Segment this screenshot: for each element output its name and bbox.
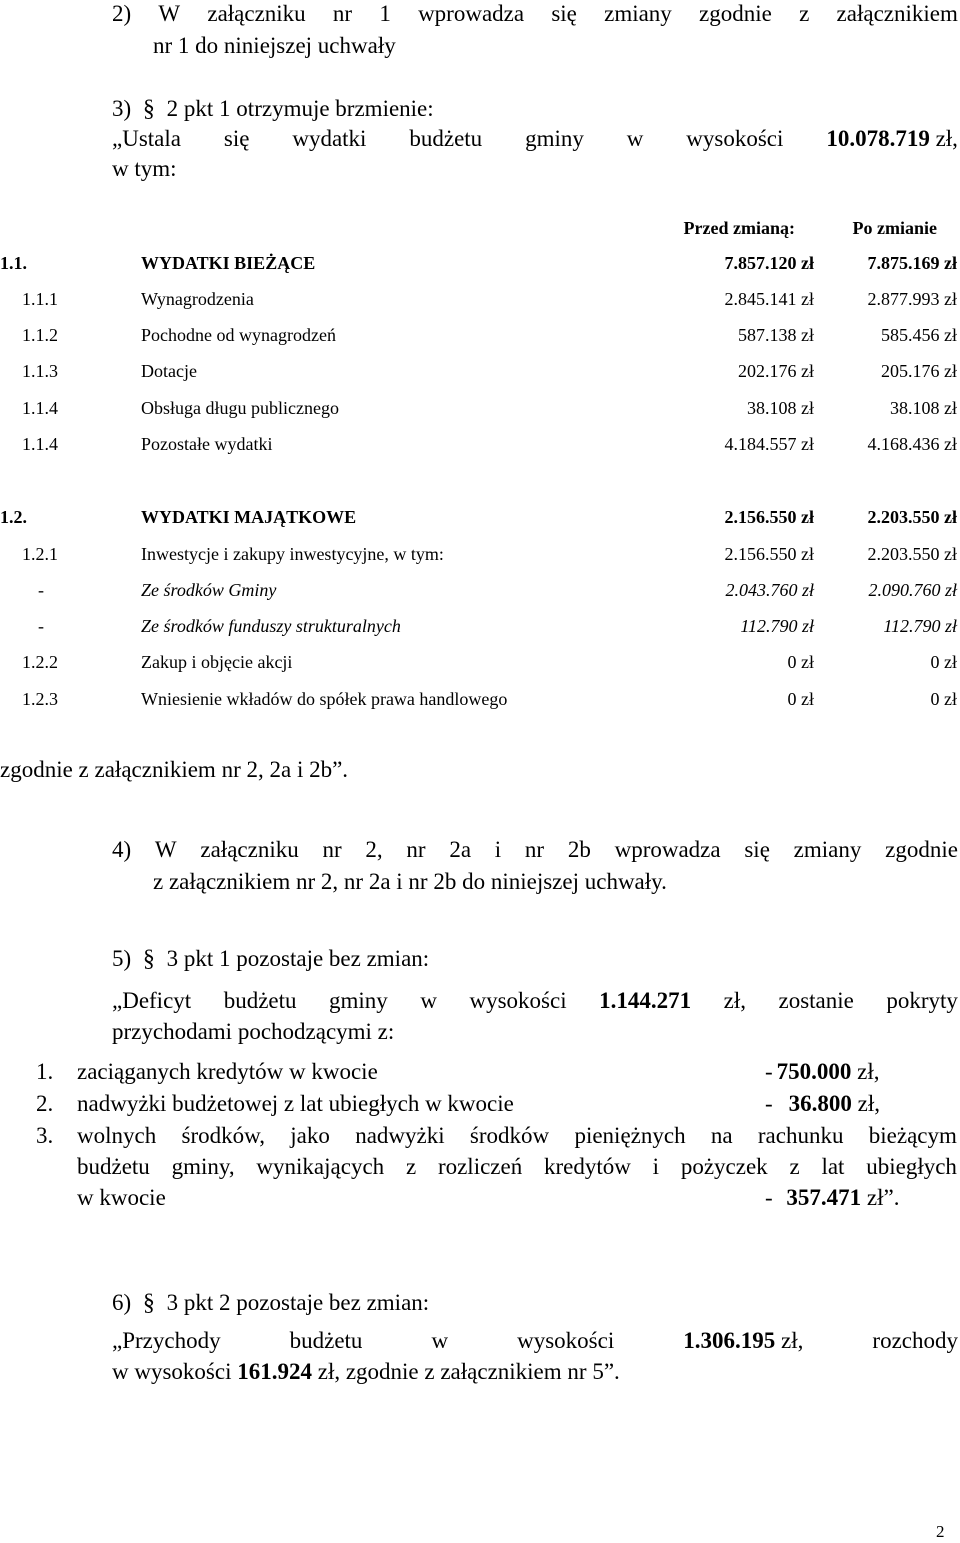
p5-item3-word: środków,: [181, 1123, 265, 1148]
p2-word: W: [158, 1, 181, 26]
table-row-label: Zakup i objęcie akcji: [141, 652, 293, 672]
table-row-after: 205.176 zł: [881, 361, 957, 381]
p2-word: zmiany: [604, 1, 672, 26]
table-row-after: 2.877.993 zł: [867, 289, 957, 309]
p5-item3-amount: 357.471: [786, 1185, 862, 1210]
p6-line2-post: zł, zgodnie z załącznikiem nr 5”.: [317, 1359, 620, 1384]
p4-word: się: [744, 837, 770, 862]
p2-word: z: [799, 1, 810, 26]
table-row-before: 2.845.141 zł: [724, 289, 814, 309]
table-row-after: 585.456 zł: [881, 325, 957, 345]
p4-word: nr: [406, 837, 426, 862]
section-sign-icon: §: [142, 96, 155, 122]
p5-item3-amount-line: [765, 1184, 899, 1212]
p5-tail-word: pokryty: [886, 988, 958, 1013]
table-row-before: 2.156.550 zł: [724, 507, 814, 527]
table-row-label: Ze środków Gminy: [141, 580, 277, 600]
p2-word: się: [551, 1, 577, 26]
p5-item3-word: jako: [290, 1123, 330, 1148]
p5-item-dash: -: [765, 1059, 773, 1084]
col-header-before: Przed zmianą:: [683, 218, 795, 238]
p3-amount: 10.078.719: [826, 126, 930, 151]
table-row-label: Wynagrodzenia: [141, 289, 254, 309]
p2-word: nr: [332, 1, 353, 26]
p4-word: 2a: [449, 837, 472, 862]
p5-item3-line1: [77, 1122, 957, 1150]
p5-item3-word: pieniężnych: [574, 1123, 686, 1148]
col-header-after: Po zmianie: [852, 218, 937, 238]
p6-amount: 1.306.195: [683, 1328, 776, 1353]
table-row-after: 7.875.169 zł: [867, 253, 957, 273]
table-row-number: -: [38, 580, 44, 600]
p5-tail-word: zostanie: [778, 988, 854, 1013]
p3-word: wysokości: [686, 126, 784, 151]
p5-item-text: zaciąganych kredytów w kwocie: [77, 1059, 378, 1084]
p5-item3-line3: w kwocie: [77, 1185, 166, 1210]
table-row-label: Wniesienie wkładów do spółek prawa handlowego: [141, 689, 508, 709]
p5-item-amount-line: [765, 1090, 880, 1118]
table-row-before: 202.176 zł: [738, 361, 814, 381]
table-row-number: 1.2.2: [22, 652, 58, 672]
p4-word: nr: [524, 837, 545, 862]
p3-line-end: w tym:: [112, 156, 177, 181]
p5-item3-line1-justified: [77, 1122, 957, 1150]
p3-heading-text: 2 pkt 1 otrzymuje brzmienie:: [166, 96, 434, 121]
p4-line2: z załącznikiem nr 2, nr 2a i nr 2b do niniejszej uchwały.: [153, 869, 667, 894]
table-row-label: Inwestycje i zakupy inwestycyjne, w tym:: [141, 544, 444, 564]
p2-line2: nr 1 do niniejszej uchwały: [153, 33, 396, 58]
table-row-after: 2.203.550 zł: [867, 544, 957, 564]
p2-word: 1: [379, 1, 391, 26]
p5-heading: [112, 945, 429, 973]
p5-line2: przychodami pochodzącymi z:: [112, 1019, 395, 1044]
p5-item-amount: 36.800: [788, 1091, 852, 1116]
p4-line1-justified: [112, 836, 958, 864]
p4-word: 2b: [567, 837, 591, 862]
table-row-label: Ze środków funduszy strukturalnych: [141, 616, 401, 636]
p5-amount: 1.144.271: [599, 988, 692, 1013]
table-row-before: 2.043.760 zł: [725, 580, 814, 600]
p6-heading-text: 3 pkt 2 pozostaje bez zmian:: [166, 1290, 430, 1315]
p4-line1: [112, 836, 958, 864]
p3-amount-group: [826, 125, 958, 153]
table-row-label: Obsługa długu publicznego: [141, 398, 339, 418]
table-row-before: 4.184.557 zł: [724, 434, 814, 454]
table-row-number: 1.1.2: [22, 325, 58, 345]
p3-word: gminy: [525, 126, 584, 151]
p4-word: zgodnie: [885, 837, 958, 862]
p5-quote-line: [112, 987, 958, 1015]
p6-amount-group: [683, 1327, 803, 1355]
p6-prefix: 6): [112, 1290, 132, 1315]
p4-word: W: [154, 837, 177, 862]
p2-word: 2): [112, 1, 132, 26]
p3-word: wydatki: [292, 126, 367, 151]
p4-word: 2,: [365, 837, 383, 862]
table-row-label: WYDATKI MAJĄTKOWE: [141, 507, 357, 527]
p5-item3-num: 3.: [36, 1123, 54, 1148]
p4-word: zmiany: [793, 837, 862, 862]
p5-word: budżetu: [223, 988, 297, 1013]
p5-item3-word: gminy,: [171, 1154, 235, 1179]
p5-item3-word: wolnych: [77, 1123, 157, 1148]
table-row-number: 1.2.: [0, 507, 27, 527]
p5-item-dash: -: [765, 1091, 773, 1116]
p5-item-num: 2.: [36, 1091, 54, 1116]
p5-item3-word: pożyczek: [680, 1154, 768, 1179]
table-row-number: 1.1.3: [22, 361, 58, 381]
p5-item-text: nadwyżki budżetowej z lat ubiegłych w kwocie: [77, 1091, 514, 1116]
p3-word: w: [626, 126, 644, 151]
p4-word: załączniku: [200, 837, 299, 862]
table-row-label: Pozostałe wydatki: [141, 434, 273, 454]
p6-line2: [112, 1358, 620, 1386]
p4-word: wprowadza: [614, 837, 721, 862]
p5-item3-word: nadwyżki: [355, 1123, 445, 1148]
p3-word: budżetu: [409, 126, 483, 151]
p6-line2-pre: w wysokości: [112, 1359, 232, 1384]
table-row-number: 1.2.3: [22, 689, 58, 709]
p3-word: „Ustala: [112, 126, 181, 151]
table-row-label: WYDATKI BIEŻĄCE: [141, 253, 316, 273]
p5-item-tail: zł,: [857, 1059, 880, 1084]
p5-item3-word: wynikających: [256, 1154, 385, 1179]
table-row-before: 112.790 zł: [740, 616, 814, 636]
p2-word: załączniku: [207, 1, 306, 26]
p6-word: w: [431, 1328, 449, 1353]
p5-item-num: 1.: [36, 1059, 54, 1084]
section-sign-icon: §: [142, 1290, 155, 1316]
table-row-after: 0 zł: [930, 652, 957, 672]
p2-word: zgodnie: [699, 1, 772, 26]
p6-amount-tail: zł,: [781, 1328, 804, 1353]
p6-last-word: rozchody: [872, 1328, 958, 1353]
p5-word: gminy: [329, 988, 388, 1013]
table-row-before: 7.857.120 zł: [724, 253, 814, 273]
p5-word: w: [420, 988, 437, 1013]
p5-item-amount: 750.000: [776, 1059, 852, 1084]
p3-word: się: [223, 126, 250, 151]
p5-item-amount-line: [765, 1058, 880, 1086]
after-table-text: zgodnie z załącznikiem nr 2, 2a i 2b”.: [0, 757, 349, 782]
p5-word: „Deficyt: [112, 988, 192, 1013]
table-row-before: 587.138 zł: [738, 325, 814, 345]
table-row-after: 38.108 zł: [890, 398, 957, 418]
table-row-before: 2.156.550 zł: [724, 544, 814, 564]
table-row-number: 1.2.1: [22, 544, 58, 564]
p5-item3-word: bieżącym: [868, 1123, 957, 1148]
p4-word: i: [494, 837, 502, 862]
p5-item3-word: kredytów: [544, 1154, 631, 1179]
p6-word: wysokości: [517, 1328, 615, 1353]
table-row-label: Pochodne od wynagrodzeń: [141, 325, 336, 345]
p5-item3-dash: -: [765, 1185, 773, 1210]
p6-word: „Przychody: [112, 1328, 221, 1353]
p5-item-tail: zł,: [857, 1091, 881, 1116]
p2-line1-justified: [112, 0, 958, 28]
table-row-before: 38.108 zł: [747, 398, 814, 418]
p5-item3-word: rozliczeń: [437, 1154, 523, 1179]
p6-heading: [112, 1289, 429, 1317]
p5-item3-tail: zł”.: [866, 1185, 900, 1210]
p5-tail-word: zł,: [723, 988, 746, 1013]
p3-heading: [112, 95, 434, 123]
p5-item3-word: środków: [469, 1123, 550, 1148]
p5-item3-word: i: [652, 1154, 660, 1179]
table-row-after: 112.790 zł: [883, 616, 957, 636]
p5-item3-line2-justified: [77, 1153, 957, 1181]
p4-word: nr: [322, 837, 342, 862]
table-row-after: 4.168.436 zł: [867, 434, 957, 454]
table-row-label: Dotacje: [141, 361, 197, 381]
p3-quote-line: [112, 125, 958, 153]
table-row-after: 0 zł: [930, 689, 957, 709]
section-sign-icon: §: [142, 946, 155, 972]
p6-line2-amount: 161.924: [237, 1359, 312, 1384]
table-row-number: 1.1.: [0, 253, 27, 273]
table-row-number: -: [38, 616, 44, 636]
p2-word: wprowadza: [418, 1, 525, 26]
p5-heading-text: 3 pkt 1 pozostaje bez zmian:: [166, 946, 430, 971]
table-row-after: 2.090.760 zł: [868, 580, 957, 600]
p5-item3-word: budżetu: [77, 1154, 150, 1179]
p5-item3-word: z: [405, 1154, 417, 1179]
table-row-number: 1.1.4: [22, 398, 58, 418]
table-row-before: 0 zł: [787, 652, 814, 672]
page-number: 2: [936, 1522, 945, 1541]
p3-prefix: 3): [112, 96, 132, 121]
table-row-after: 2.203.550 zł: [867, 507, 957, 527]
p5-word: wysokości: [469, 988, 567, 1013]
p3-amount-tail: zł,: [935, 126, 958, 151]
p5-item3-word: na: [710, 1123, 733, 1148]
p4-word: 4): [112, 837, 132, 862]
p2-line1: [112, 0, 958, 28]
p2-word: załącznikiem: [836, 1, 958, 26]
p5-prefix: 5): [112, 946, 132, 971]
table-row-number: 1.1.1: [22, 289, 58, 309]
table-row-number: 1.1.4: [22, 434, 58, 454]
table-row-before: 0 zł: [787, 689, 814, 709]
p6-word: budżetu: [289, 1328, 363, 1353]
p5-item3-word: lat: [821, 1154, 845, 1179]
p6-quote-line: [112, 1327, 958, 1355]
p5-item3-word: z: [789, 1154, 800, 1179]
p5-item3-word: rachunku: [757, 1123, 844, 1148]
p5-item3-word: ubiegłych: [866, 1154, 957, 1179]
p5-item3-line2: [77, 1153, 957, 1181]
